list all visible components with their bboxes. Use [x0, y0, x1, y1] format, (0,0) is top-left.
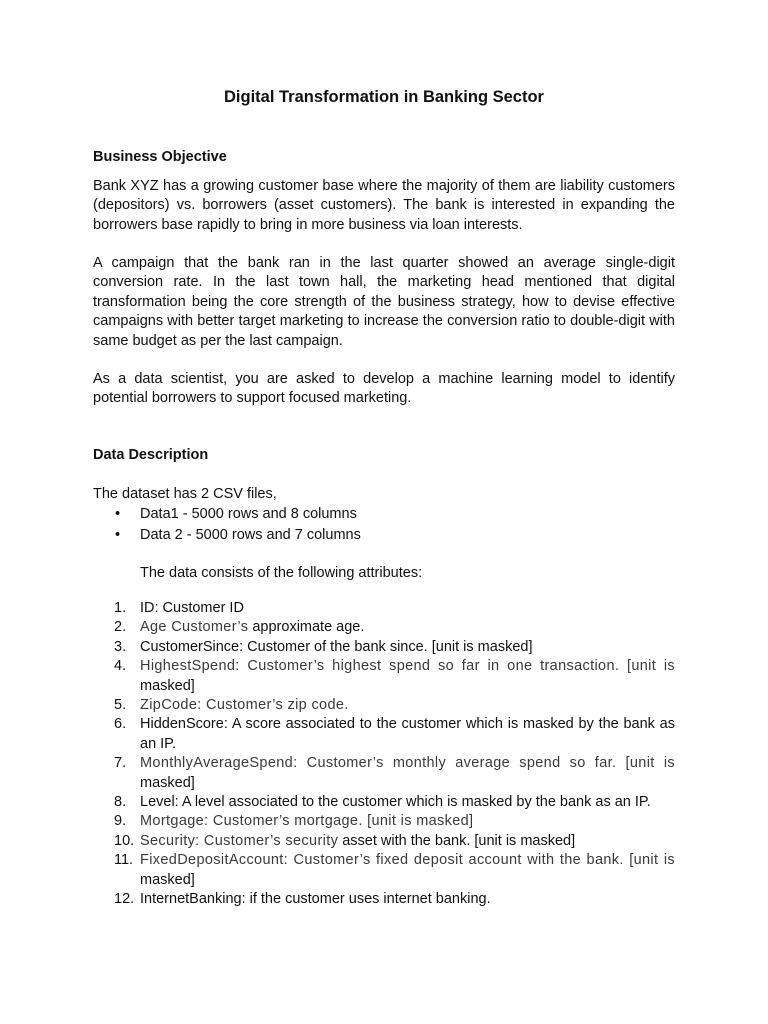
attribute-text: HiddenScore: A score associated to the customer which is masked by the bank as an IP. [140, 716, 675, 752]
bullet-icon: • [115, 526, 121, 543]
attribute-text-light: MonthlyAverageSpend: Customer’s monthly average spend so far. [unit is [140, 755, 675, 772]
list-item [114, 696, 675, 715]
list-number: 7. [114, 755, 127, 772]
list-number: 1. [114, 600, 127, 616]
file-description: Data1 - 5000 rows and 8 columns [140, 506, 357, 522]
attribute-text: asset with the bank. [unit is masked] [338, 832, 576, 849]
attribute-text-light: ZipCode: Customer’s zip code. [140, 697, 349, 714]
paragraph-campaign: A campaign that the bank ran in the last quarter showed an average single-digit conversion rate. In the last town hall, the marketing head mentioned that digital transformation being the core strength of the business strategy, how to devise effective campaigns with better target marketing to increase the conversion ratio to double-digit with same budget as per the last campaign. [93, 255, 675, 349]
attributes-list [114, 599, 675, 910]
attribute-text-light: Mortgage: Customer’s mortgage. [unit is masked] [140, 813, 474, 830]
attribute-text: approximate age. [248, 619, 365, 636]
list-number: 4. [114, 658, 127, 675]
data-description-heading: Data Description [93, 447, 209, 463]
list-item [114, 638, 675, 657]
list-item [114, 715, 675, 754]
business-objective-heading: Business Objective [93, 149, 227, 165]
list-item [114, 890, 675, 909]
list-item [114, 618, 675, 637]
bullet-icon: • [115, 506, 121, 522]
attribute-text-light: Age Customer’s [140, 619, 249, 636]
list-item [114, 525, 361, 546]
document-title: Digital Transformation in Banking Sector [224, 88, 544, 106]
attribute-text-light: Security: Customer’s security [140, 832, 339, 849]
dataset-intro: The dataset has 2 CSV files, [93, 486, 277, 502]
attribute-text-light: HighestSpend: Customer’s highest spend so far in one transaction. [unit is [140, 658, 675, 675]
list-number: 9. [114, 813, 127, 830]
list-item [114, 832, 675, 851]
attribute-text: masked] [140, 774, 195, 791]
list-number: 6. [114, 716, 127, 733]
list-item [114, 793, 675, 812]
list-number: 2. [114, 619, 127, 636]
list-number: 11. [114, 852, 134, 869]
attribute-text: CustomerSince: Customer of the bank since. [unit is masked] [140, 638, 533, 655]
paragraph-task: As a data scientist, you are asked to develop a machine learning model to identify potential borrowers to support focused marketing. [93, 371, 675, 407]
list-number: 10. [114, 832, 135, 849]
list-number: 5. [114, 697, 127, 714]
list-item [114, 657, 675, 696]
attribute-text: InternetBanking: if the customer uses internet banking. [140, 891, 491, 908]
attribute-text-light: FixedDepositAccount: Customer’s fixed deposit account with the bank. [unit is [140, 852, 675, 869]
dataset-files-list [114, 504, 361, 545]
list-number: 8. [114, 794, 127, 811]
attribute-text: masked] [140, 677, 195, 694]
file-description: Data 2 - 5000 rows and 7 columns [140, 526, 361, 543]
list-number: 3. [114, 638, 127, 655]
list-item [114, 851, 675, 890]
list-item [114, 754, 675, 793]
attribute-text: ID: Customer ID [140, 600, 244, 616]
paragraph-bank-overview: Bank XYZ has a growing customer base where the majority of them are liability customers (depositors) vs. borrowers (asset customers). The bank is interested in expanding the borrowers base rapidly to bring in more business via loan interests. [93, 178, 675, 233]
list-item [114, 599, 675, 618]
attribute-text: Level: A level associated to the customer which is masked by the bank as an IP. [140, 794, 651, 811]
list-number: 12. [114, 891, 135, 908]
list-item [114, 812, 675, 831]
attribute-text: masked] [140, 871, 195, 888]
list-item [114, 504, 361, 525]
attributes-intro: The data consists of the following attributes: [140, 565, 423, 581]
